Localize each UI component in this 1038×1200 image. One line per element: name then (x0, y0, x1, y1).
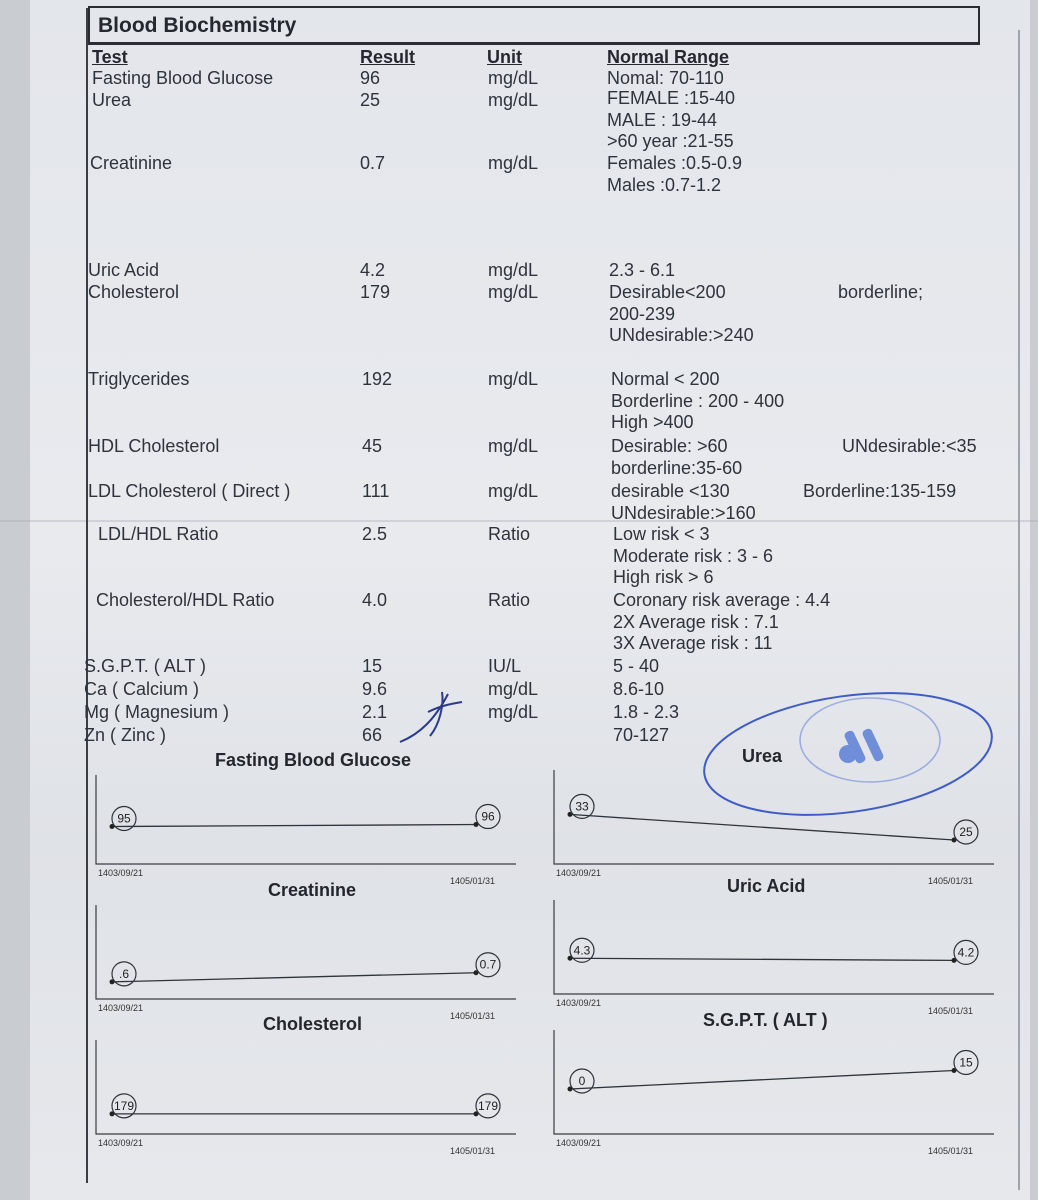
test-result: 192 (362, 369, 393, 389)
test-name: HDL Cholesterol (88, 436, 220, 456)
x-tick-label: 1403/09/21 (556, 868, 602, 878)
test-result: 15 (362, 656, 383, 676)
normal-range-line: Females :0.5-0.9 (607, 153, 743, 173)
normal-range-line: 2X Average risk : 7.1 (613, 611, 779, 632)
test-unit: mg/dL (488, 481, 539, 501)
trend-chart (548, 900, 998, 1028)
chart-axis (554, 770, 994, 864)
series-line (570, 1071, 954, 1090)
x-tick-label: 1405/01/31 (450, 1011, 496, 1021)
series-line (112, 973, 476, 982)
paper-fold (0, 520, 1038, 522)
chart-title: Cholesterol (263, 1014, 363, 1034)
chart-title: S.G.P.T. ( ALT ) (703, 1010, 828, 1030)
test-unit: mg/dL (488, 153, 539, 173)
test-result: 25 (360, 90, 381, 110)
normal-range-line: 200-239 (609, 303, 676, 324)
test-unit: mg/dL (488, 679, 539, 699)
normal-range-line: MALE : 19-44 (607, 109, 718, 130)
chart-axis (554, 1030, 994, 1134)
test-result: 4.0 (362, 590, 388, 610)
test-result: 9.6 (362, 679, 388, 699)
test-name: Creatinine (90, 153, 173, 173)
test-name: Triglycerides (88, 369, 190, 389)
x-tick-label: 1405/01/31 (928, 876, 974, 886)
normal-range-line: desirable <130 (611, 481, 730, 501)
normal-range-line: UNdesirable:>160 (611, 502, 756, 523)
test-name: LDL Cholesterol ( Direct ) (88, 481, 291, 501)
test-unit: mg/dL (488, 90, 539, 110)
test-unit: mg/dL (488, 68, 539, 88)
chart-axis (96, 905, 516, 999)
series-line (112, 825, 476, 827)
test-unit: Ratio (488, 590, 531, 610)
chart-title: Creatinine (268, 880, 357, 900)
test-unit: mg/dL (488, 436, 539, 456)
data-label: .6 (118, 966, 130, 981)
normal-range-line: borderline:35-60 (611, 457, 743, 478)
data-label: 95 (117, 811, 131, 826)
test-unit: Ratio (488, 524, 531, 544)
test-name: Uric Acid (88, 260, 160, 280)
test-unit: mg/dL (488, 260, 539, 280)
data-label: 179 (477, 1098, 499, 1113)
normal-range-extra: UNdesirable:<35 (842, 436, 977, 456)
header-test: Test (92, 47, 128, 67)
chart-axis (96, 775, 516, 864)
test-result: 0.7 (360, 153, 386, 173)
x-tick-label: 1403/09/21 (98, 1003, 144, 1013)
header-unit: Unit (487, 47, 522, 67)
data-label: 96 (481, 809, 495, 824)
x-tick-label: 1403/09/21 (98, 868, 144, 878)
test-result: 179 (360, 282, 391, 302)
normal-range-line: Borderline : 200 - 400 (611, 390, 785, 411)
test-result: 96 (360, 68, 381, 88)
header-result: Result (360, 47, 416, 67)
x-tick-label: 1403/09/21 (556, 998, 602, 1008)
series-line (570, 814, 954, 840)
normal-range-line: Moderate risk : 3 - 6 (613, 545, 774, 566)
test-name: S.G.P.T. ( ALT ) (84, 656, 207, 676)
test-name: Mg ( Magnesium ) (84, 702, 230, 722)
normal-range-line: Males :0.7-1.2 (607, 174, 722, 195)
chart-axis (554, 900, 994, 994)
x-tick-label: 1405/01/31 (450, 1146, 496, 1156)
test-unit: IU/L (488, 656, 522, 676)
data-label: 4.3 (573, 943, 591, 958)
trend-chart (90, 1040, 520, 1168)
report-title: Blood Biochemistry (98, 14, 297, 37)
normal-range-line: 70-127 (613, 725, 670, 745)
series-line (570, 958, 954, 960)
chart-title: Urea (742, 746, 783, 766)
test-name: Urea (92, 90, 132, 110)
data-label: 0.7 (479, 957, 497, 972)
data-label: 15 (959, 1055, 973, 1070)
data-label: 179 (113, 1098, 135, 1113)
normal-range-line: 8.6-10 (613, 679, 665, 699)
normal-range-line: High >400 (611, 412, 694, 432)
normal-range-line: Nomal: 70-110 (607, 68, 724, 88)
normal-range-line: High risk > 6 (613, 567, 714, 587)
x-tick-label: 1405/01/31 (450, 876, 496, 886)
test-result: 45 (362, 436, 383, 456)
header-range: Normal Range (607, 47, 730, 67)
x-tick-label: 1405/01/31 (928, 1146, 974, 1156)
test-name: Cholesterol (88, 282, 180, 302)
test-unit: mg/dL (488, 369, 539, 389)
normal-range-line: FEMALE :15-40 (607, 88, 736, 108)
x-tick-label: 1403/09/21 (98, 1138, 144, 1148)
data-label: 33 (575, 799, 589, 814)
test-name: LDL/HDL Ratio (98, 524, 219, 544)
normal-range-line: Coronary risk average : 4.4 (613, 590, 831, 610)
chart-title: Fasting Blood Glucose (215, 750, 412, 770)
data-label: 4.2 (957, 945, 975, 960)
test-result: 2.1 (362, 702, 388, 722)
chart-axis (96, 1040, 516, 1134)
right-border (1018, 30, 1020, 1190)
normal-range-extra: borderline; (838, 282, 924, 302)
normal-range-line: Normal < 200 (611, 369, 720, 389)
test-unit: mg/dL (488, 282, 539, 302)
trend-chart (548, 1030, 998, 1168)
test-name: Fasting Blood Glucose (92, 68, 274, 88)
data-label: 25 (959, 825, 973, 839)
test-unit: mg/dL (488, 702, 539, 722)
test-result: 111 (362, 481, 390, 501)
test-result: 4.2 (360, 260, 386, 280)
test-name: Cholesterol/HDL Ratio (96, 590, 275, 610)
normal-range-line: 1.8 - 2.3 (613, 702, 680, 722)
handwritten-signature (390, 684, 470, 754)
normal-range-line: Low risk < 3 (613, 524, 710, 544)
normal-range-line: 5 - 40 (613, 656, 660, 676)
normal-range-line: 2.3 - 6.1 (609, 260, 676, 280)
data-label: 0 (578, 1074, 586, 1088)
normal-range-line: >60 year :21-55 (607, 131, 734, 151)
test-result: 2.5 (362, 524, 388, 544)
x-tick-label: 1403/09/21 (556, 1138, 602, 1148)
test-name: Zn ( Zinc ) (84, 725, 167, 745)
normal-range-extra: Borderline:135-159 (803, 481, 957, 501)
normal-range-line: Desirable: >60 (611, 436, 728, 456)
normal-range-line: UNdesirable:>240 (609, 325, 754, 345)
test-result: 66 (362, 725, 383, 745)
normal-range-line: Desirable<200 (609, 282, 726, 302)
test-name: Ca ( Calcium ) (84, 679, 200, 699)
chart-title: Uric Acid (727, 876, 806, 896)
normal-range-line: 3X Average risk : 11 (613, 633, 773, 653)
left-border (86, 8, 88, 1183)
x-tick-label: 1405/01/31 (928, 1006, 974, 1016)
